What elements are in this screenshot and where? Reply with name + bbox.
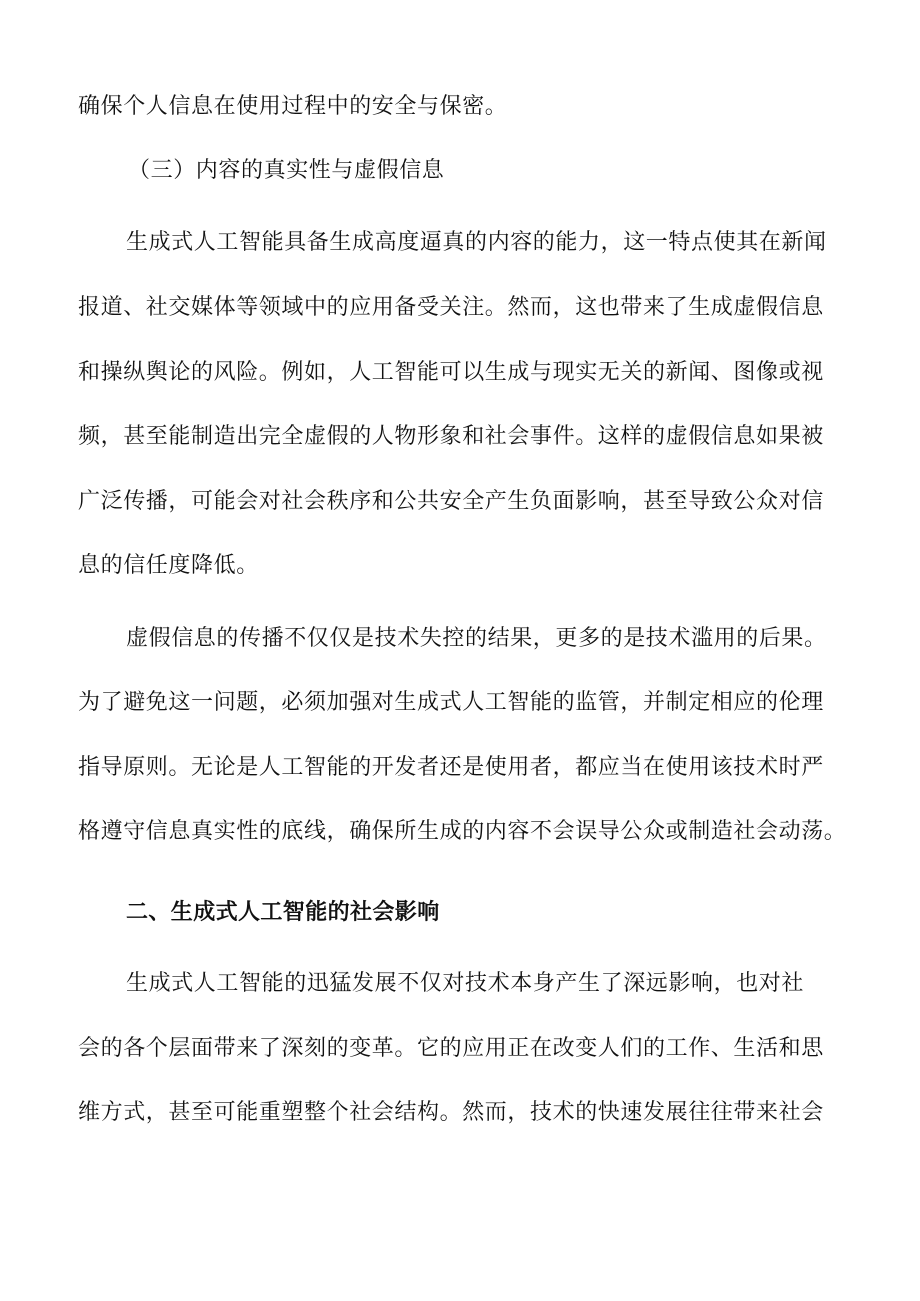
- paragraph-1-line: 广泛传播，可能会对社会秩序和公共安全产生负面影响，甚至导致公众对信: [78, 489, 824, 514]
- continuation-text: 确保个人信息在使用过程中的安全与保密。: [78, 94, 508, 119]
- paragraph-2-line: 格遵守信息真实性的底线，确保所生成的内容不会误导公众或制造社会动荡。: [78, 819, 847, 844]
- section-heading: 二、生成式人工智能的社会影响: [126, 899, 440, 925]
- paragraph-1-line: 频，甚至能制造出完全虚假的人物形象和社会事件。这样的虚假信息如果被: [78, 424, 824, 449]
- paragraph-3-line: 维方式，甚至可能重塑整个社会结构。然而，技术的快速发展往往带来社会: [78, 1100, 824, 1125]
- paragraph-2-line: 指导原则。无论是人工智能的开发者还是使用者，都应当在使用该技术时严: [78, 755, 824, 780]
- paragraph-1-line: 息的信任度降低。: [78, 553, 259, 578]
- paragraph-1-line: 生成式人工智能具备生成高度逼真的内容的能力，这一特点使其在新闻: [126, 230, 827, 255]
- paragraph-3-line: 生成式人工智能的迅猛发展不仅对技术本身产生了深远影响，也对社: [126, 971, 805, 996]
- paragraph-2-line: 虚假信息的传播不仅仅是技术失控的结果，更多的是技术滥用的后果。: [126, 626, 827, 651]
- paragraph-2-line: 为了避免这一问题，必须加强对生成式人工智能的监管，并制定相应的伦理: [78, 690, 824, 715]
- paragraph-3-line: 会的各个层面带来了深刻的变革。它的应用正在改变人们的工作、生活和思: [78, 1036, 824, 1061]
- paragraph-1-line: 和操纵舆论的风险。例如，人工智能可以生成与现实无关的新闻、图像或视: [78, 360, 824, 385]
- paragraph-1-line: 报道、社交媒体等领域中的应用备受关注。然而，这也带来了生成虚假信息: [78, 295, 824, 320]
- subsection-heading: （三）内容的真实性与虚假信息: [128, 158, 445, 183]
